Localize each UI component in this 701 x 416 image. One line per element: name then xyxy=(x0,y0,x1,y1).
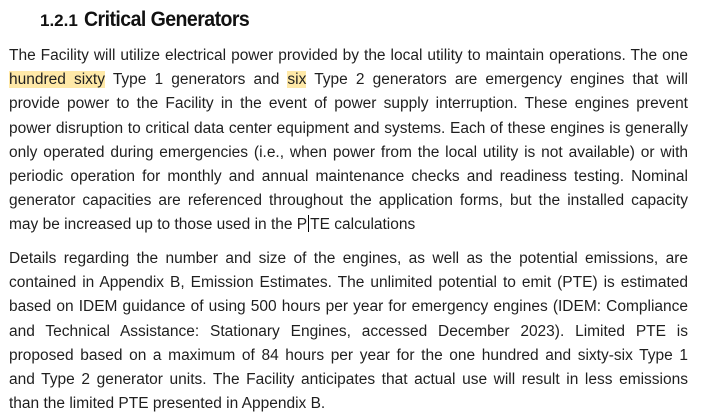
text-cursor xyxy=(308,215,309,232)
text-line: proposed based on a maximum of 84 hours per year for the one hundred and sixty-six Type 1 xyxy=(9,346,688,364)
highlighted-text: six xyxy=(287,71,307,89)
text-span: may be increased up to those used in the P xyxy=(9,216,308,234)
highlighted-text: hundred sixty xyxy=(9,71,105,89)
text-line: power disruption to critical data center equipment and systems. Each of these engines is generally xyxy=(9,119,688,137)
text-line xyxy=(9,68,688,92)
text-line: The Facility will utilize electrical power provided by the local utility to maintain operations. The one xyxy=(9,47,688,64)
text-line: periodic operation for monthly and annual maintenance checks and readiness testing. Nominal xyxy=(9,168,688,186)
text-line: and Type 2 generator units. The Facility anticipates that actual use will result in less emissions xyxy=(9,371,688,389)
text-line: provide power to the Facility in the event of power supply interruption. These engines prevent xyxy=(9,95,688,113)
section-title: Critical Generators xyxy=(83,8,250,31)
text-line: generator capacities are referenced throughout the application forms, but the installed capacity xyxy=(9,192,688,210)
text-line: than the limited PTE presented in Appendix B. xyxy=(9,395,326,413)
text-span: Type 1 generators and xyxy=(105,71,288,89)
paragraph-2[interactable] xyxy=(9,247,688,416)
text-line xyxy=(9,213,688,237)
text-line: and Technical Assistance: Stationary Engines, accessed December 2023). Limited PTE is xyxy=(9,322,688,340)
text-line: Details regarding the number and size of the engines, as well as the potential emissions, are xyxy=(9,250,688,267)
text-span: TE calculations xyxy=(310,216,416,234)
section-heading xyxy=(40,8,262,32)
section-number: 1.2.1 xyxy=(40,11,78,30)
paragraph-1[interactable] xyxy=(9,44,688,238)
text-line: based on IDEM guidance of using 500 hours per year for emergency engines (IDEM: Compliance xyxy=(9,298,688,316)
text-line: contained in Appendix B, Emission Estimates. The unlimited potential to emit (PTE) is estimated xyxy=(9,274,688,292)
text-span: Type 2 generators are emergency engines that will xyxy=(306,71,688,89)
text-line: only operated during emergencies (i.e., when power from the local utility is not available) or with xyxy=(9,143,688,161)
